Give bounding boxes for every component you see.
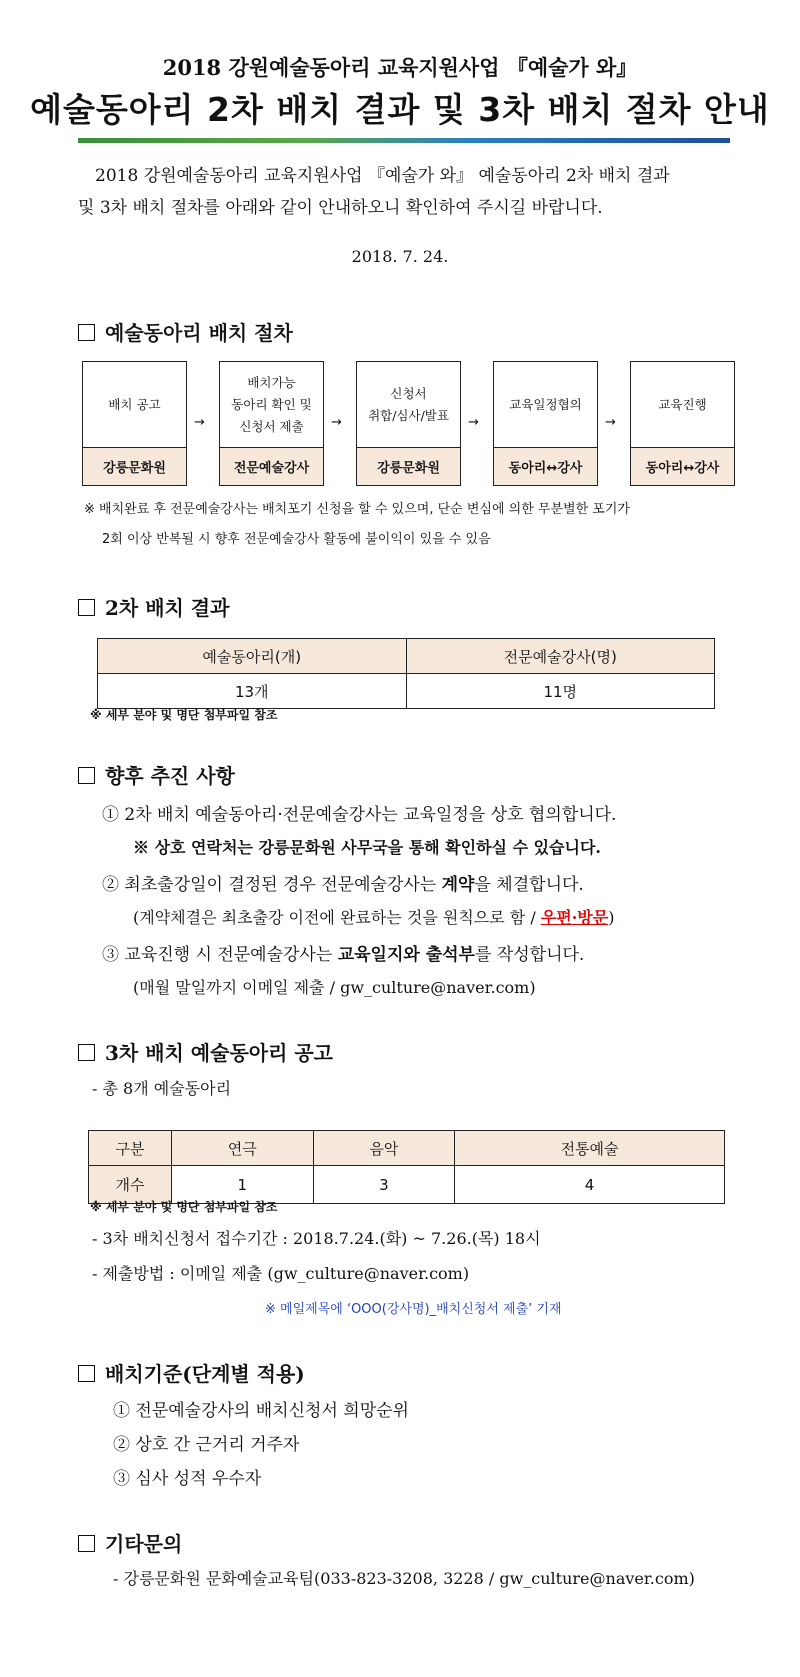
table-header-cell: 음악 [313,1131,455,1166]
flow-step-5 [630,361,735,486]
table-header-cell: 전문예술강사(명) [406,639,715,674]
arrow-right-icon: → [468,415,479,430]
flow-step-1 [82,361,187,486]
table-header-cell: 연극 [172,1131,314,1166]
criteria-item-1: ① 전문예술강사의 배치신청서 희망순위 [113,1401,409,1421]
third-notice-table [88,1130,725,1204]
table-header-row [98,639,715,674]
title-divider [78,138,730,143]
table-row-label: 개수 [89,1166,172,1204]
flow-step-2 [219,361,324,486]
flow-step-text: 신청서 취합/심사/발표 [368,385,449,423]
section-heading-text: 3차 배치 예술동아리 공고 [105,1041,334,1065]
third-notice-note: ※ 세부 분야 및 명단 첨부파일 참조 [90,1200,278,1214]
section-heading-plan [78,760,235,789]
procedure-note-line-2: 2회 이상 반복될 시 향후 전문예술강사 활동에 불이익이 있을 수 있음 [102,532,491,547]
flow-step-owner: 전문예술강사 [220,447,323,485]
flow-step-owner: 동아리↔강사 [631,447,734,485]
flow-step-text: 배치가능 동아리 확인 및 신청서 제출 [231,374,312,434]
checkbox-square-icon [78,1535,95,1552]
submission-method: - 제출방법 : 이메일 제출 (gw_culture@naver.com) [92,1264,470,1283]
plan-item-2: ② 최초출강일이 결정된 경우 전문예술강사는 계약을 체결합니다. [102,875,584,895]
document-title: 예술동아리 2차 배치 결과 및 3차 배치 절차 안내 [30,90,770,129]
document-date: 2018. 7. 24. [351,247,449,266]
result-table [97,638,715,709]
section-heading-criteria [78,1358,305,1387]
intro-line-2: 및 3차 배치 절차를 아래와 같이 안내하오니 확인하여 주시길 바랍니다. [78,198,603,218]
table-header-row [89,1131,725,1166]
checkbox-square-icon [78,599,95,616]
section-heading-result [78,592,229,621]
application-period: - 3차 배치신청서 접수기간 : 2018.7.24.(화) ~ 7.26.(목) 18시 [92,1229,541,1248]
flow-step-owner: 강릉문화원 [83,447,186,485]
mail-visit-highlight: 우편·방문 [540,908,609,927]
table-row [98,674,715,709]
result-note: ※ 세부 분야 및 명단 첨부파일 참조 [90,708,278,722]
plan-item-1: ① 2차 배치 예술동아리·전문예술강사는 교육일정을 상호 협의합니다. [102,805,617,825]
criteria-item-3: ③ 심사 성적 우수자 [113,1469,262,1489]
table-header-cell: 예술동아리(개) [98,639,407,674]
criteria-item-2: ② 상호 간 근거리 거주자 [113,1435,300,1455]
flow-step-3 [356,361,461,486]
plan-item-3-sub: (매월 말일까지 이메일 제출 / gw_culture@naver.com) [133,978,536,997]
procedure-note-line-1: ※ 배치완료 후 전문예술강사는 배치포기 신청을 할 수 있으며, 단순 변심에 의한 무분별한 포기가 [84,502,630,517]
third-total: - 총 8개 예술동아리 [92,1079,232,1098]
arrow-right-icon: → [605,415,616,430]
flow-step-text: 교육일정협의 [509,396,582,412]
flow-step-4 [493,361,598,486]
flow-step-text: 배치 공고 [108,396,161,412]
plan-item-1-note: ※ 상호 연락처는 강릉문화원 사무국을 통해 확인하실 수 있습니다. [133,838,601,857]
table-header-cell: 전통예술 [455,1131,725,1166]
arrow-right-icon: → [331,415,342,430]
table-cell: 1 [172,1166,314,1204]
flow-step-text: 교육진행 [658,396,707,412]
intro-line-1: 2018 강원예술동아리 교육지원사업 『예술가 와』 예술동아리 2차 배치 결과 [95,166,670,186]
table-cell: 3 [313,1166,455,1204]
arrow-right-icon: → [194,415,205,430]
section-heading-third-notice [78,1037,333,1066]
procedure-flowchart [82,361,734,486]
table-cell: 4 [455,1166,725,1204]
plan-item-3: ③ 교육진행 시 전문예술강사는 교육일지와 출석부를 작성합니다. [102,945,585,965]
section-heading-text: 향후 추진 사항 [105,764,235,788]
section-heading-text: 기타문의 [105,1532,183,1556]
section-heading-inquiry [78,1528,182,1557]
section-heading-text: 예술동아리 배치 절차 [105,321,293,345]
section-heading-text: 배치기준(단계별 적용) [105,1362,305,1386]
section-heading-text: 2차 배치 결과 [105,596,230,620]
mail-subject-note: ※ 메일제목에 ‘OOO(강사명)_배치신청서 제출’ 기재 [265,1302,562,1317]
contact-info: - 강릉문화원 문화예술교육팀(033-823-3208, 3228 / gw_culture@naver.com) [113,1569,695,1588]
plan-item-2-sub: (계약체결은 최초출강 이전에 완료하는 것을 원칙으로 함 / 우편·방문) [133,908,615,927]
checkbox-square-icon [78,1365,95,1382]
procedure-note [84,495,630,555]
checkbox-square-icon [78,767,95,784]
section-heading-procedure [78,317,293,346]
flow-step-owner: 동아리↔강사 [494,447,597,485]
flow-step-owner: 강릉문화원 [357,447,460,485]
checkbox-square-icon [78,1044,95,1061]
table-header-cell: 구분 [89,1131,172,1166]
document-subtitle: 2018 강원예술동아리 교육지원사업 『예술가 와』 [162,55,638,80]
table-cell: 13개 [98,674,407,709]
intro-paragraph [78,160,730,224]
checkbox-square-icon [78,324,95,341]
table-cell: 11명 [406,674,715,709]
